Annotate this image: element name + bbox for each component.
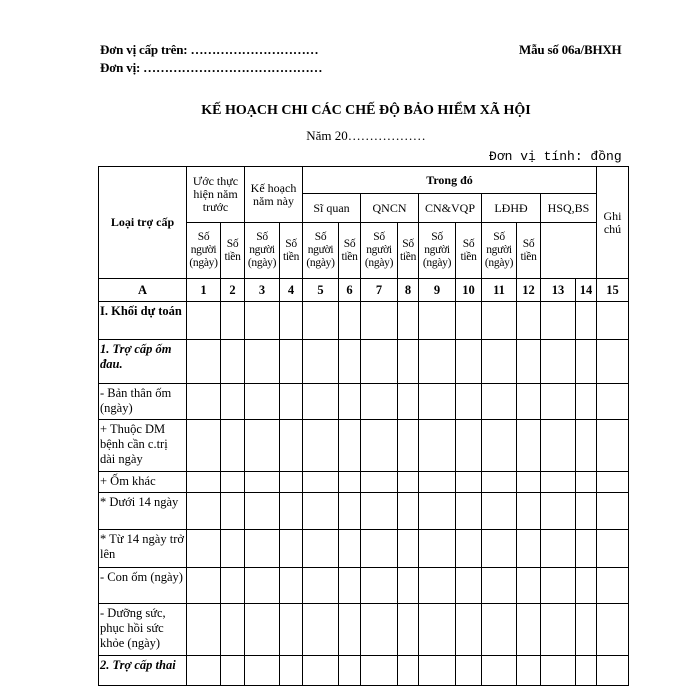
column-number: 8: [398, 279, 419, 302]
data-cell[interactable]: [541, 340, 576, 384]
data-cell[interactable]: [245, 472, 280, 493]
data-cell[interactable]: [221, 420, 245, 472]
data-cell[interactable]: [339, 302, 361, 340]
subheader-people-days: Số người (ngày): [303, 223, 339, 279]
data-cell[interactable]: [280, 604, 303, 656]
data-cell[interactable]: [339, 656, 361, 686]
data-cell[interactable]: [398, 384, 419, 420]
data-cell[interactable]: [456, 656, 482, 686]
table-row: [99, 472, 629, 493]
row-label: - Bản thân ốm (ngày): [99, 384, 187, 420]
table-row: [99, 604, 629, 656]
data-cell[interactable]: [221, 302, 245, 340]
data-cell[interactable]: [221, 472, 245, 493]
data-cell[interactable]: [576, 656, 597, 686]
data-cell[interactable]: [576, 420, 597, 472]
data-cell[interactable]: [361, 530, 398, 568]
data-cell[interactable]: [597, 384, 629, 420]
header-benefit-type: Loại trợ cấp: [99, 167, 187, 279]
data-cell[interactable]: [361, 340, 398, 384]
subheader-amount: Số tiền: [280, 223, 303, 279]
data-cell[interactable]: [482, 530, 517, 568]
row-label: + Ốm khác: [99, 472, 187, 493]
data-cell[interactable]: [398, 493, 419, 530]
data-cell[interactable]: [245, 530, 280, 568]
data-cell[interactable]: [419, 302, 456, 340]
group-qncn: QNCN: [361, 194, 419, 223]
data-cell[interactable]: [576, 340, 597, 384]
data-cell[interactable]: [517, 568, 541, 604]
data-cell[interactable]: [597, 302, 629, 340]
data-cell[interactable]: [221, 568, 245, 604]
data-cell[interactable]: [245, 420, 280, 472]
data-cell[interactable]: [482, 302, 517, 340]
data-cell[interactable]: [576, 493, 597, 530]
data-cell[interactable]: [419, 568, 456, 604]
data-cell[interactable]: [245, 568, 280, 604]
table-row: [99, 420, 629, 472]
data-cell[interactable]: [187, 530, 221, 568]
subheader-amount: Số tiền: [221, 223, 245, 279]
currency-unit: Đơn vị tính: đồng: [489, 149, 622, 164]
data-cell[interactable]: [419, 656, 456, 686]
data-cell[interactable]: [245, 384, 280, 420]
data-cell[interactable]: [187, 340, 221, 384]
data-cell[interactable]: [456, 384, 482, 420]
data-cell[interactable]: [398, 472, 419, 493]
data-cell[interactable]: [597, 472, 629, 493]
data-cell[interactable]: [361, 472, 398, 493]
data-cell[interactable]: [597, 493, 629, 530]
column-number: 5: [303, 279, 339, 302]
data-cell[interactable]: [482, 656, 517, 686]
data-cell[interactable]: [280, 493, 303, 530]
data-cell[interactable]: [361, 420, 398, 472]
data-cell[interactable]: [245, 340, 280, 384]
data-cell[interactable]: [303, 340, 339, 384]
data-cell[interactable]: [398, 420, 419, 472]
data-cell[interactable]: [339, 384, 361, 420]
column-number: 6: [339, 279, 361, 302]
data-cell[interactable]: [597, 656, 629, 686]
document-year: Năm 20………………: [306, 128, 426, 143]
header-notes: Ghi chú: [597, 167, 629, 279]
data-cell[interactable]: [482, 493, 517, 530]
subheader-amount: Số tiền: [339, 223, 361, 279]
column-number: 4: [280, 279, 303, 302]
row-label: - Dưỡng sức, phục hồi sức khỏe (ngày): [99, 604, 187, 656]
data-cell[interactable]: [361, 656, 398, 686]
column-number: 11: [482, 279, 517, 302]
data-cell[interactable]: [303, 530, 339, 568]
data-cell[interactable]: [361, 568, 398, 604]
data-cell[interactable]: [303, 472, 339, 493]
column-number: 7: [361, 279, 398, 302]
data-cell[interactable]: [339, 493, 361, 530]
row-label: I. Khối dự toán: [99, 302, 187, 340]
data-cell[interactable]: [517, 493, 541, 530]
data-cell[interactable]: [280, 472, 303, 493]
data-cell[interactable]: [245, 493, 280, 530]
data-cell[interactable]: [221, 530, 245, 568]
data-cell[interactable]: [541, 530, 576, 568]
data-cell[interactable]: [339, 472, 361, 493]
data-cell[interactable]: [456, 568, 482, 604]
data-cell[interactable]: [339, 530, 361, 568]
data-cell[interactable]: [517, 530, 541, 568]
group-hsq-bs: HSQ,BS: [541, 194, 597, 223]
subheader-people-days: Số người (ngày): [245, 223, 280, 279]
parent-unit-label: Đơn vị cấp trên: …………………………: [100, 42, 319, 57]
data-cell[interactable]: [398, 302, 419, 340]
data-cell[interactable]: [398, 656, 419, 686]
column-number: A: [99, 279, 187, 302]
data-cell[interactable]: [597, 604, 629, 656]
data-cell[interactable]: [398, 604, 419, 656]
group-cn-vqp: CN&VQP: [419, 194, 482, 223]
data-cell[interactable]: [361, 604, 398, 656]
data-cell[interactable]: [456, 493, 482, 530]
data-cell[interactable]: [541, 604, 576, 656]
data-cell[interactable]: [398, 530, 419, 568]
data-cell[interactable]: [303, 604, 339, 656]
data-cell[interactable]: [541, 656, 576, 686]
data-cell[interactable]: [280, 302, 303, 340]
data-cell[interactable]: [187, 568, 221, 604]
data-cell[interactable]: [456, 420, 482, 472]
data-cell[interactable]: [221, 384, 245, 420]
column-number: 12: [517, 279, 541, 302]
data-cell[interactable]: [187, 420, 221, 472]
table-row: [99, 568, 629, 604]
data-cell[interactable]: [482, 340, 517, 384]
data-cell[interactable]: [280, 384, 303, 420]
data-cell[interactable]: [280, 420, 303, 472]
data-cell[interactable]: [456, 302, 482, 340]
column-number: 14: [576, 279, 597, 302]
data-cell[interactable]: [456, 472, 482, 493]
data-cell[interactable]: [303, 384, 339, 420]
column-number: 13: [541, 279, 576, 302]
table-row: [99, 656, 629, 686]
subheader-amount: Số tiền: [517, 223, 541, 279]
data-cell[interactable]: [221, 604, 245, 656]
data-cell[interactable]: [517, 472, 541, 493]
row-label: 2. Trợ cấp thai: [99, 656, 187, 686]
data-cell[interactable]: [597, 530, 629, 568]
data-cell[interactable]: [398, 340, 419, 384]
data-cell[interactable]: [221, 656, 245, 686]
header-actual-prev-year: Ước thực hiện năm trước: [187, 167, 245, 223]
data-cell[interactable]: [517, 604, 541, 656]
data-cell[interactable]: [398, 568, 419, 604]
table-row: [99, 493, 629, 530]
data-cell[interactable]: [576, 604, 597, 656]
data-cell[interactable]: [597, 340, 629, 384]
row-label: * Dưới 14 ngày: [99, 493, 187, 530]
data-cell[interactable]: [482, 568, 517, 604]
data-cell[interactable]: [187, 302, 221, 340]
data-cell[interactable]: [517, 656, 541, 686]
table-row: [99, 302, 629, 340]
data-cell[interactable]: [456, 604, 482, 656]
row-label: 1. Trợ cấp ốm đau.: [99, 340, 187, 384]
table-row: [99, 340, 629, 384]
column-number: 9: [419, 279, 456, 302]
data-cell[interactable]: [576, 384, 597, 420]
data-cell[interactable]: [541, 493, 576, 530]
data-cell[interactable]: [456, 340, 482, 384]
data-cell[interactable]: [541, 302, 576, 340]
data-cell[interactable]: [280, 568, 303, 604]
subheader-people-days: Số người (ngày): [361, 223, 398, 279]
data-cell[interactable]: [339, 340, 361, 384]
data-cell[interactable]: [419, 384, 456, 420]
subheader-people-days: Số người (ngày): [482, 223, 517, 279]
group-si-quan: Sĩ quan: [303, 194, 361, 223]
data-cell[interactable]: [456, 530, 482, 568]
header-plan-this-year: Kế hoạch năm này: [245, 167, 303, 223]
data-cell[interactable]: [541, 472, 576, 493]
row-label: - Con ốm (ngày): [99, 568, 187, 604]
document-title: KẾ HOẠCH CHI CÁC CHẾ ĐỘ BẢO HIỂM XÃ HỘI: [201, 103, 531, 118]
data-cell[interactable]: [517, 384, 541, 420]
column-number: 3: [245, 279, 280, 302]
data-cell[interactable]: [245, 302, 280, 340]
data-cell[interactable]: [303, 656, 339, 686]
data-cell[interactable]: [482, 604, 517, 656]
row-label: + Thuộc DM bệnh cần c.trị dài ngày: [99, 420, 187, 472]
data-cell[interactable]: [597, 568, 629, 604]
data-cell[interactable]: [517, 420, 541, 472]
data-cell[interactable]: [482, 472, 517, 493]
column-number: 2: [221, 279, 245, 302]
data-cell[interactable]: [339, 568, 361, 604]
data-cell[interactable]: [597, 420, 629, 472]
data-cell[interactable]: [221, 493, 245, 530]
plan-table: [98, 166, 629, 686]
header-of-which: Trong đó: [303, 167, 597, 194]
subheader-amount: Số tiền: [398, 223, 419, 279]
data-cell[interactable]: [339, 420, 361, 472]
data-cell[interactable]: [339, 604, 361, 656]
data-cell[interactable]: [541, 420, 576, 472]
data-cell[interactable]: [280, 530, 303, 568]
data-cell[interactable]: [187, 656, 221, 686]
data-cell[interactable]: [187, 493, 221, 530]
data-cell[interactable]: [576, 568, 597, 604]
table-row: [99, 384, 629, 420]
data-cell[interactable]: [517, 340, 541, 384]
data-cell[interactable]: [482, 384, 517, 420]
data-cell[interactable]: [361, 384, 398, 420]
data-cell[interactable]: [187, 604, 221, 656]
subheader-amount: Số tiền: [456, 223, 482, 279]
data-cell[interactable]: [361, 302, 398, 340]
data-cell[interactable]: [419, 493, 456, 530]
data-cell[interactable]: [280, 340, 303, 384]
data-cell[interactable]: [221, 340, 245, 384]
column-number: 15: [597, 279, 629, 302]
data-cell[interactable]: [303, 420, 339, 472]
unit-label: Đơn vị: ……………………………………: [100, 60, 323, 75]
data-cell[interactable]: [419, 340, 456, 384]
data-cell[interactable]: [245, 604, 280, 656]
column-number: 1: [187, 279, 221, 302]
data-cell[interactable]: [576, 302, 597, 340]
data-cell[interactable]: [576, 530, 597, 568]
form-code: Mẫu số 06a/BHXH: [519, 42, 622, 57]
data-cell[interactable]: [303, 302, 339, 340]
data-cell[interactable]: [541, 568, 576, 604]
data-cell[interactable]: [419, 472, 456, 493]
data-cell[interactable]: [419, 420, 456, 472]
data-cell[interactable]: [303, 493, 339, 530]
data-cell[interactable]: [187, 472, 221, 493]
data-cell[interactable]: [245, 656, 280, 686]
subheader-people-days: Số người (ngày): [419, 223, 456, 279]
data-cell[interactable]: [482, 420, 517, 472]
column-number: 10: [456, 279, 482, 302]
data-cell[interactable]: [419, 530, 456, 568]
data-cell[interactable]: [280, 656, 303, 686]
data-cell[interactable]: [576, 472, 597, 493]
group-ldhd: LĐHĐ: [482, 194, 541, 223]
data-cell[interactable]: [303, 568, 339, 604]
data-cell[interactable]: [517, 302, 541, 340]
subheader-people-days: Số người (ngày): [187, 223, 221, 279]
data-cell[interactable]: [541, 384, 576, 420]
data-cell[interactable]: [361, 493, 398, 530]
data-cell[interactable]: [187, 384, 221, 420]
table-row: [99, 530, 629, 568]
row-label: * Từ 14 ngày trở lên: [99, 530, 187, 568]
data-cell[interactable]: [419, 604, 456, 656]
